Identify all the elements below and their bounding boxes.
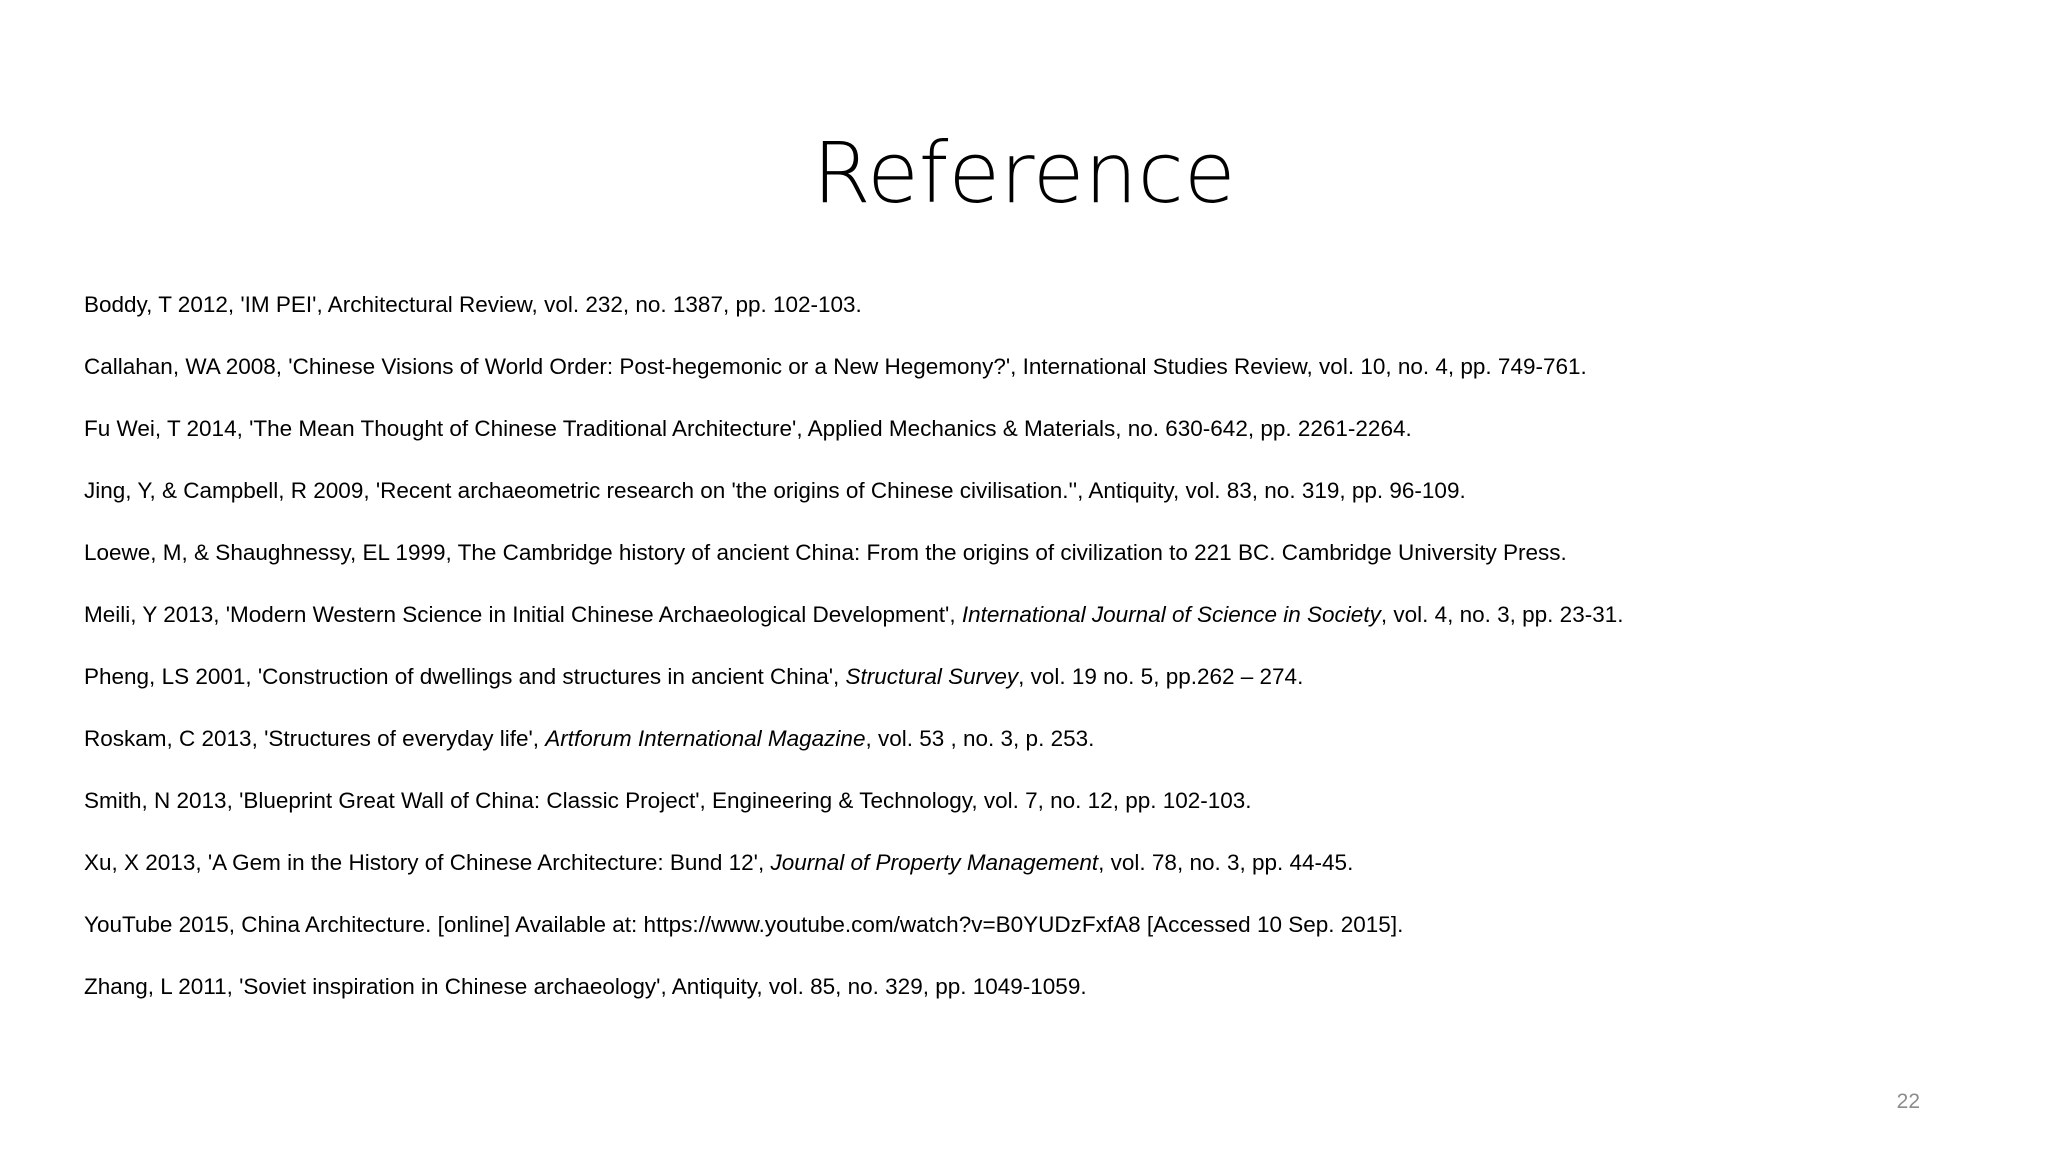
- reference-item: [84, 910, 1964, 940]
- reference-text: Meili, Y 2013, 'Modern Western Science in Initial Chinese Archaeological Development',: [84, 602, 962, 627]
- reference-text: Fu Wei, T 2014, 'The Mean Thought of Chinese Traditional Architecture', Applied Mechanics & Materials, no. 630-642, pp. 2261-2264.: [84, 416, 1412, 441]
- reference-text: Boddy, T 2012, 'IM PEI', Architectural Review, vol. 232, no. 1387, pp. 102-103.: [84, 292, 862, 317]
- reference-text: Roskam, C 2013, 'Structures of everyday life',: [84, 726, 546, 751]
- reference-text: Pheng, LS 2001, 'Construction of dwellings and structures in ancient China',: [84, 664, 846, 689]
- reference-item: [84, 476, 1964, 506]
- reference-item: [84, 972, 1964, 1002]
- reference-item: [84, 786, 1964, 816]
- reference-text: Loewe, M, & Shaughnessy, EL 1999, The Cambridge history of ancient China: From the origins of civilization to 221 BC. Cambridge University Press.: [84, 540, 1567, 565]
- reference-text: YouTube 2015, China Architecture. [online] Available at: https://www.youtube.com/watch?v=B0YUDzFxfA8 [Accessed 10 Sep. 2015].: [84, 912, 1404, 937]
- reference-text: Zhang, L 2011, 'Soviet inspiration in Chinese archaeology', Antiquity, vol. 85, no. 329, pp. 1049-1059.: [84, 974, 1087, 999]
- reference-details: , vol. 78, no. 3, pp. 44-45.: [1098, 850, 1354, 875]
- reference-item: [84, 848, 1964, 878]
- reference-item: [84, 352, 1964, 382]
- reference-item: [84, 724, 1964, 754]
- reference-item: [84, 538, 1964, 568]
- page-number: 22: [1896, 1090, 1920, 1113]
- reference-details: , vol. 19 no. 5, pp.262 – 274.: [1018, 664, 1304, 689]
- reference-details: , vol. 4, no. 3, pp. 23-31.: [1380, 602, 1624, 627]
- reference-item: [84, 414, 1964, 444]
- reference-list: [84, 290, 1964, 1034]
- reference-journal: Structural Survey: [845, 664, 1019, 689]
- reference-details: , vol. 53 , no. 3, p. 253.: [865, 726, 1095, 751]
- reference-item: [84, 600, 1964, 630]
- reference-text: Smith, N 2013, 'Blueprint Great Wall of China: Classic Project', Engineering & Technology, vol. 7, no. 12, pp. 102-103.: [84, 788, 1252, 813]
- reference-text: Callahan, WA 2008, 'Chinese Visions of World Order: Post-hegemonic or a New Hegemony?', International Studies Review, vol. 10, no. 4, pp. 749-761.: [84, 354, 1587, 379]
- reference-journal: Journal of Property Management: [770, 850, 1099, 875]
- reference-text: Jing, Y, & Campbell, R 2009, 'Recent archaeometric research on 'the origins of Chinese civilisation.'', Antiquity, vol. 83, no. 319, pp. 96-109.: [84, 478, 1466, 503]
- reference-journal: International Journal of Science in Society: [961, 602, 1381, 627]
- reference-journal: Artforum International Magazine: [545, 726, 866, 751]
- reference-text: Xu, X 2013, 'A Gem in the History of Chinese Architecture: Bund 12',: [84, 850, 771, 875]
- slide-title: Reference: [812, 124, 1236, 222]
- reference-item: [84, 290, 1964, 320]
- reference-item: [84, 662, 1964, 692]
